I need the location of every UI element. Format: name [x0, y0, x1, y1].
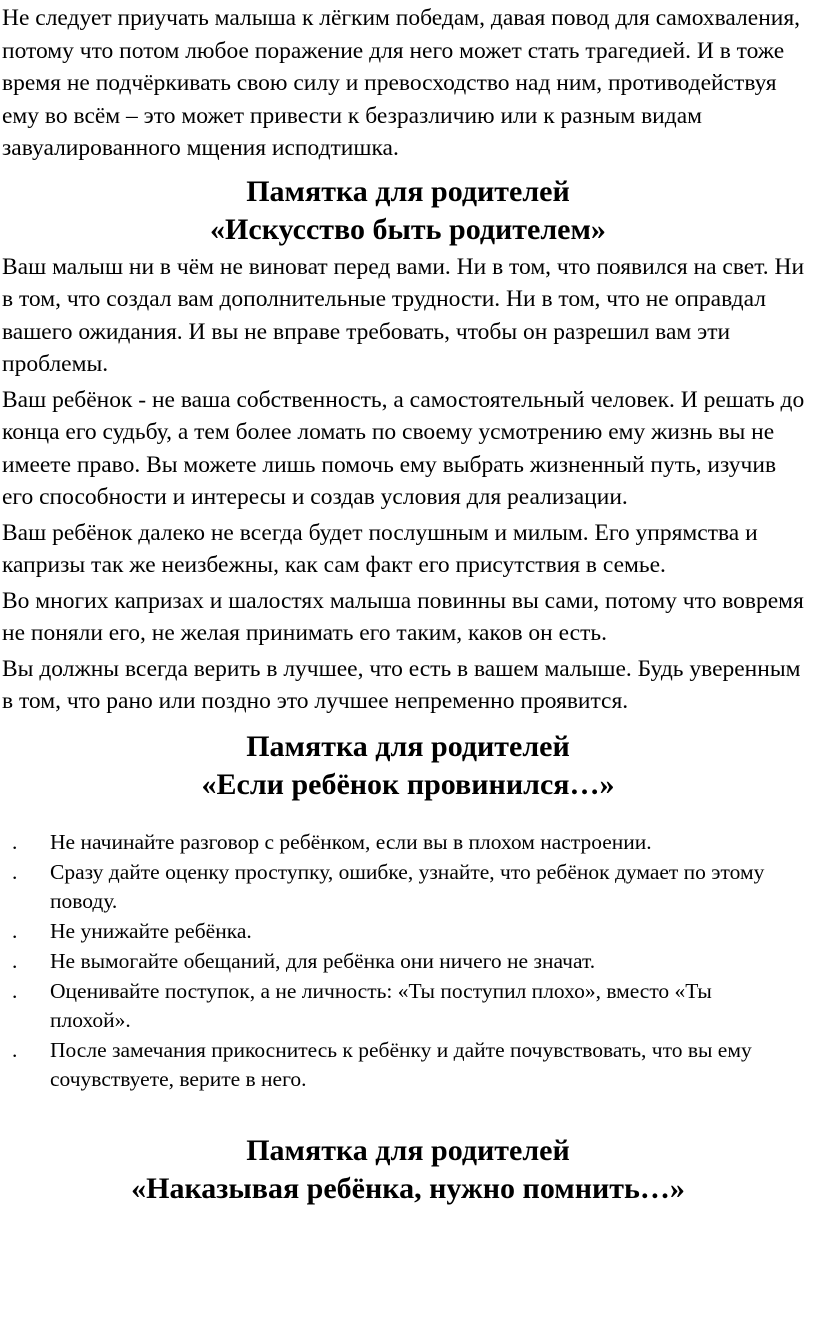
section-1-paragraph: Во многих капризах и шалостях малыша повинны вы сами, потому что вовремя не поняли его, не желая принимать его таким, каков он есть. [2, 587, 804, 646]
list-item [0, 947, 816, 976]
bullet-marker: . [12, 918, 18, 943]
list-item [0, 828, 816, 857]
list-item-text: Не вымогайте обещаний, для ребёнка они ничего не значат. [50, 948, 596, 973]
section-1-paragraph: Ваш малыш ни в чём не виноват перед вами. Ни в том, что появился на свет. Ни в том, что создал вам дополнительные трудности. Ни в том, что не оправдал вашего ожидания. И вы не вправе требовать, чтобы он разрешил вам эти проблемы. [2, 253, 805, 377]
section-1-paragraph: Вы должны всегда верить в лучшее, что есть в вашем малыше. Будь уверенным в том, что рано или поздно это лучшее непременно проявится. [2, 655, 801, 714]
list-item-text: Оценивайте поступок, а не личность: «Ты поступил плохо», вместо «Ты плохой». [50, 978, 712, 1032]
list-item-text: После замечания прикоснитесь к ребёнку и дайте почувствовать, что вы ему сочувствуете, верите в него. [50, 1037, 752, 1091]
section-1-paragraph: Ваш ребёнок - не ваша собственность, а самостоятельный человек. И решать до конца его судьбу, а тем более ломать по своему усмотрению ему жизнь вы не имеете право. Вы можете лишь помочь ему выбрать жизненный путь, изучив его способности и интересы и создав условия для реализации. [2, 386, 805, 510]
list-item [0, 917, 816, 946]
section-3-title-line-1: Памятка для родителей [246, 1133, 570, 1167]
section-1-heading [0, 173, 816, 249]
section-1-title-line-1: Памятка для родителей [246, 174, 570, 208]
section-1-body [0, 251, 816, 718]
section-3-heading [0, 1132, 816, 1208]
list-item-text: Сразу дайте оценку проступку, ошибке, узнайте, что ребёнок думает по этому поводу. [50, 859, 765, 913]
list-item [0, 977, 816, 1035]
intro-paragraph: Не следует приучать малыша к лёгким победам, давая повод для самохваления, потому что потом любое поражение для него может стать трагедией. И в тоже время не подчёркивать свою силу и превосходство над ним, противодействуя ему во всём – это может привести к безразличию или к разным видам завуалированного мщения исподтишка. [2, 5, 801, 161]
bullet-marker: . [12, 859, 18, 884]
section-2-title-line-2: «Если ребёнок провинился…» [201, 767, 615, 801]
list-item-text: Не начинайте разговор с ребёнком, если вы в плохом настроении. [50, 829, 652, 854]
bullet-marker: . [12, 978, 18, 1003]
list-item-text: Не унижайте ребёнка. [50, 918, 252, 943]
section-2-list [0, 828, 816, 1094]
section-2-heading [0, 728, 816, 804]
list-item [0, 1036, 816, 1094]
list-item [0, 858, 816, 916]
bullet-marker: . [12, 1037, 18, 1062]
section-1-paragraph: Ваш ребёнок далеко не всегда будет послушным и милым. Его упрямства и капризы так же неизбежны, как сам факт его присутствия в семье. [2, 519, 758, 578]
bullet-marker: . [12, 829, 18, 854]
bullet-marker: . [12, 948, 18, 973]
section-3-title-line-2: «Наказывая ребёнка, нужно помнить…» [131, 1171, 685, 1205]
section-1-title-line-2: «Искусство быть родителем» [210, 212, 606, 246]
section-2-title-line-1: Памятка для родителей [246, 729, 570, 763]
